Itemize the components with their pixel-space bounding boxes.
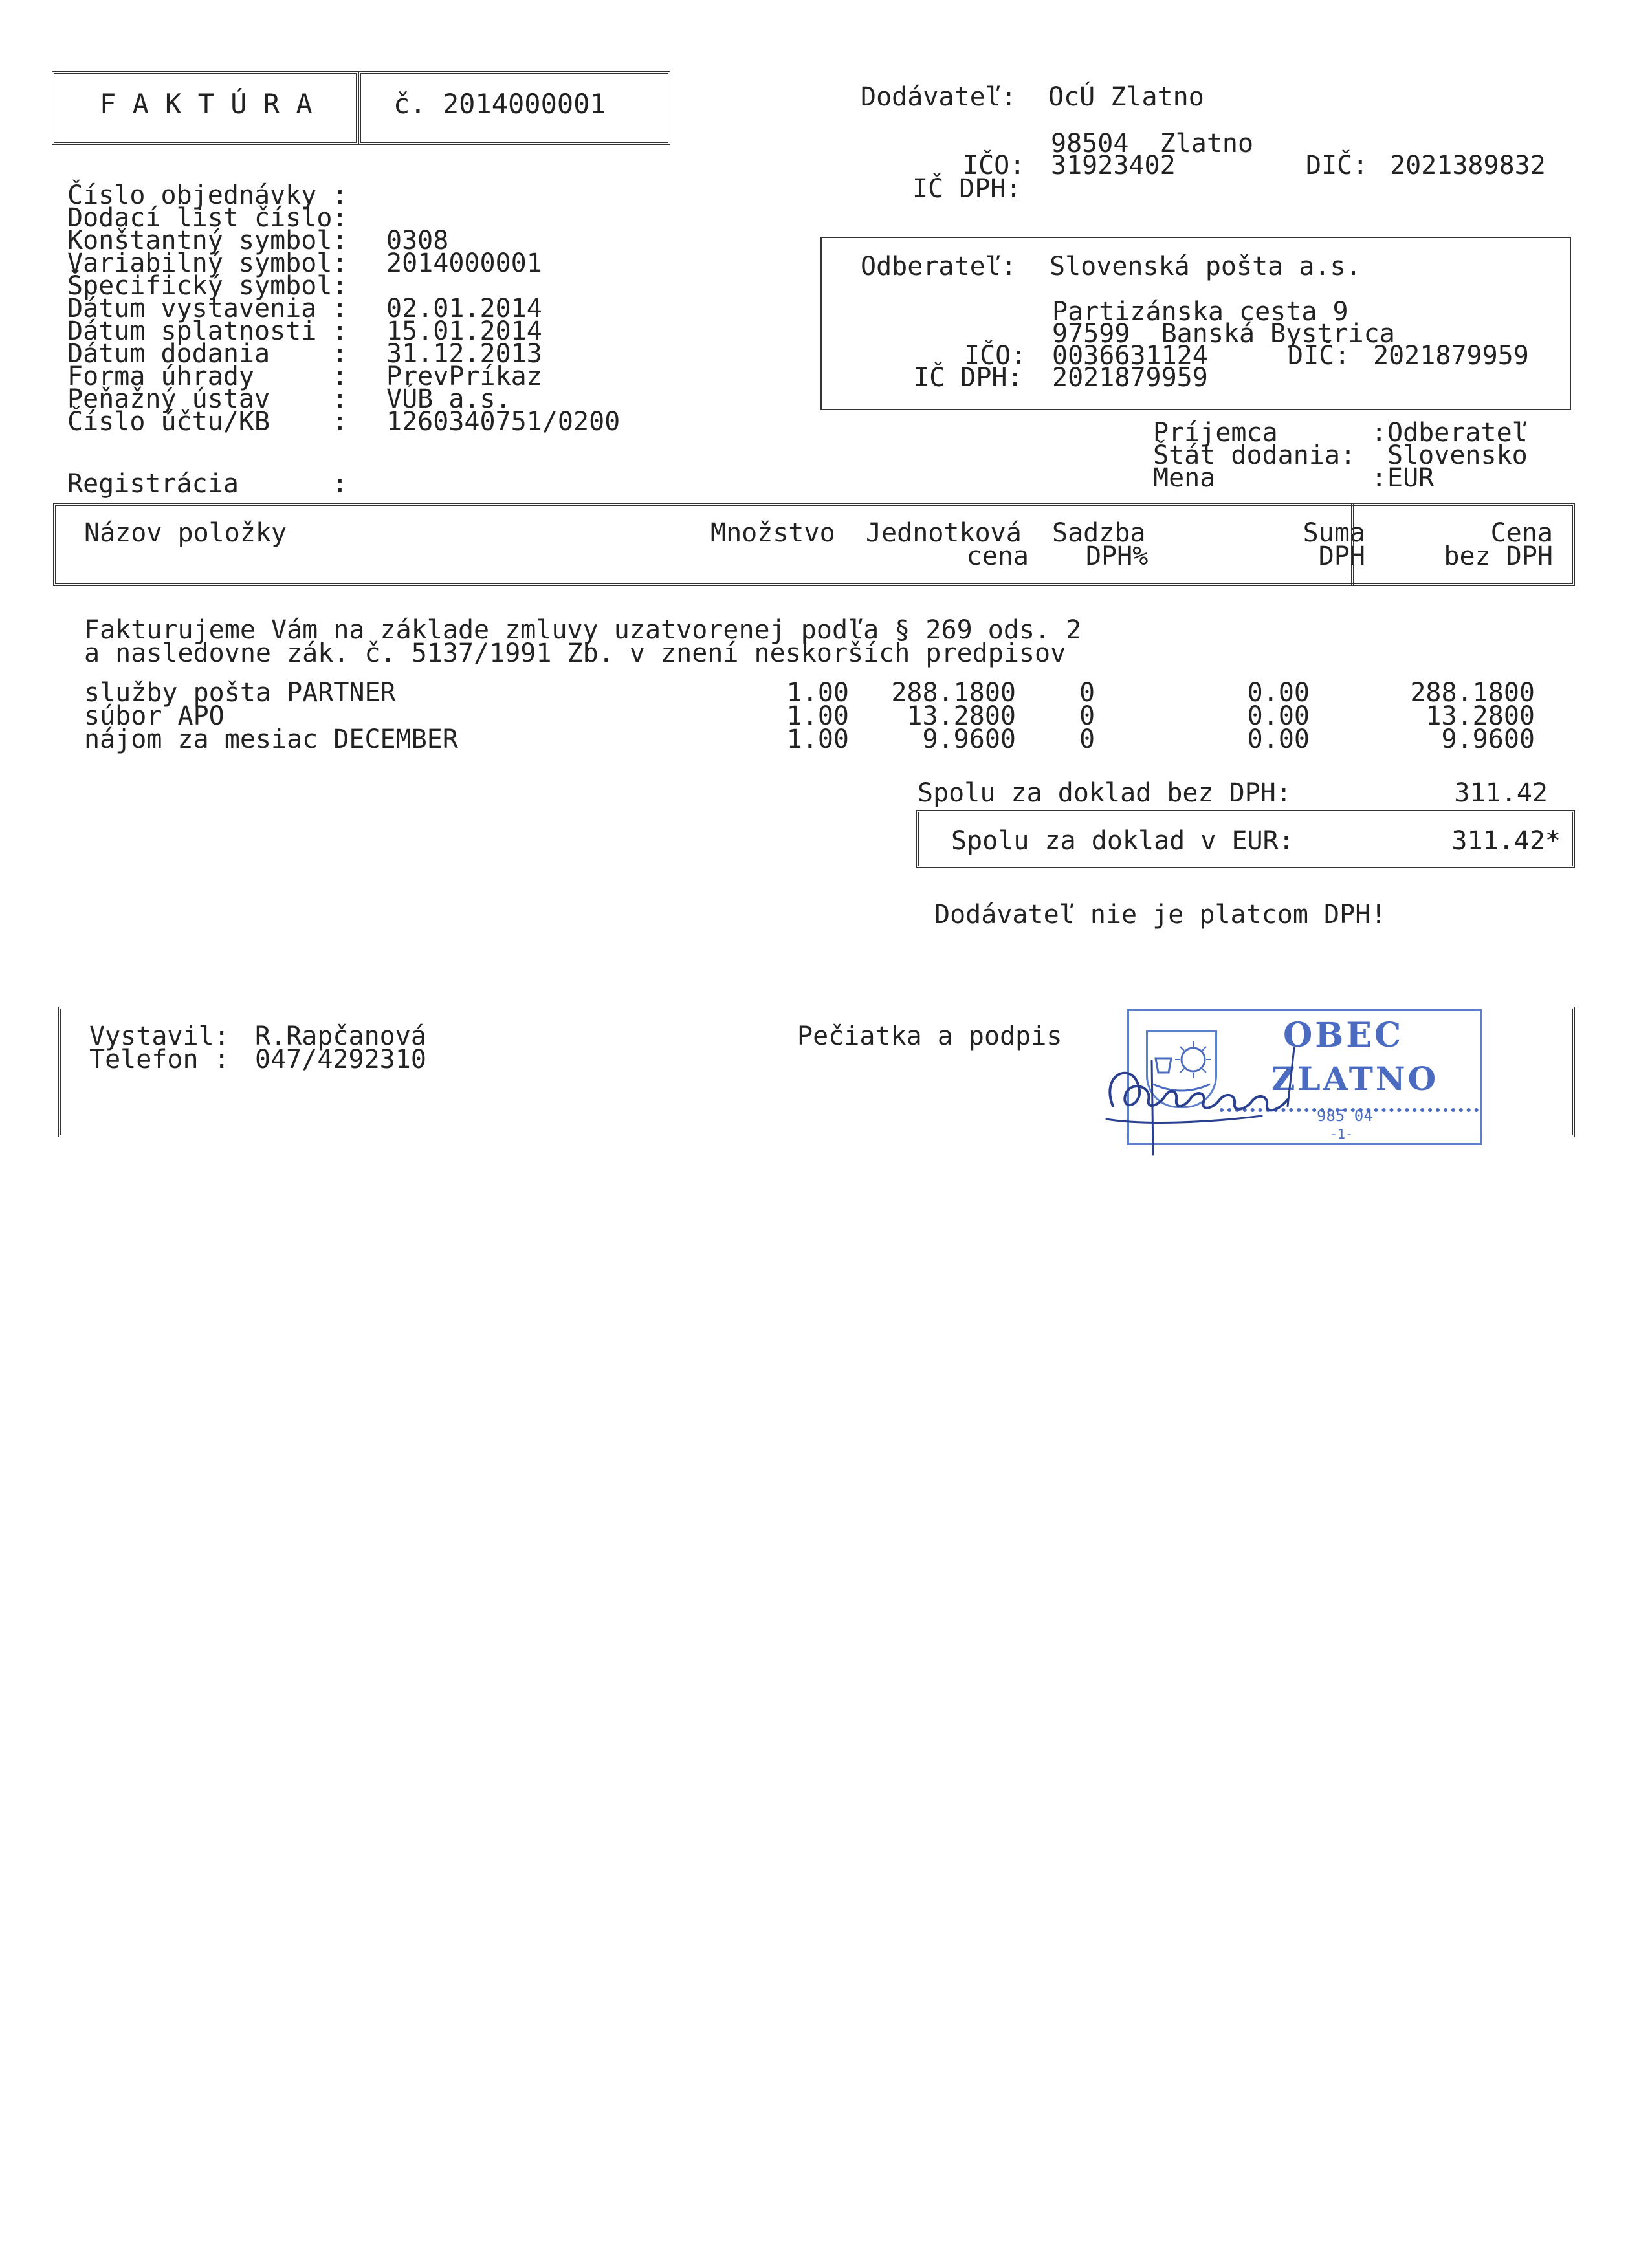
supplier-name: OcÚ Zlatno	[1048, 82, 1204, 112]
field-label: Forma úhrady :	[67, 362, 348, 391]
customer-name: Slovenská pošta a.s.	[1050, 252, 1361, 281]
customer-label: Odberateľ:	[861, 252, 1017, 281]
stamp-zip: 985 04	[1317, 1107, 1373, 1125]
field-label: Konštantný symbol:	[67, 226, 348, 256]
delivery-label: Štát dodania:	[1153, 441, 1356, 470]
subtotal-label: Spolu za doklad bez DPH:	[918, 778, 1292, 808]
item-vat-rate: 0	[1079, 678, 1095, 708]
field-label: Dodací list číslo:	[67, 203, 348, 233]
field-label: Číslo objednávky :	[67, 180, 348, 210]
col-vat-sum-header: Suma	[1303, 518, 1365, 548]
handwritten-signature	[1094, 1035, 1314, 1158]
total-box	[916, 810, 1575, 868]
item-price: 288.1800	[1410, 678, 1535, 708]
delivery-label: Príjemca :	[1153, 418, 1387, 448]
delivery-value-recipient: Odberateľ	[1387, 418, 1528, 448]
phone-label: Telefon :	[89, 1045, 230, 1074]
col-price-header: Cena	[1490, 518, 1553, 548]
field-value-delivery-date: 31.12.2013	[386, 339, 542, 369]
col-price-header-2: bez DPH	[1444, 541, 1553, 571]
item-qty: 1.00	[786, 725, 849, 754]
item-unit-price: 288.1800	[891, 678, 1016, 708]
item-vat-sum: 0.00	[1247, 725, 1310, 754]
invoice-title: F A K T Ú R A	[100, 88, 313, 120]
customer-ico-label: IČO:	[964, 341, 1027, 371]
customer-dic-label: DIČ:	[1288, 341, 1350, 371]
customer-icdph-label: IČ DPH:	[914, 363, 1023, 393]
vat-note: Dodávateľ nie je platcom DPH!	[934, 900, 1387, 930]
item-name: nájom za mesiac DECEMBER	[84, 725, 458, 754]
supplier-icdph-label: IČ DPH:	[912, 174, 1022, 204]
field-value-due-date: 15.01.2014	[386, 316, 542, 346]
customer-box	[820, 237, 1571, 410]
item-vat-sum: 0.00	[1247, 701, 1310, 731]
field-label: Dátum splatnosti :	[67, 316, 348, 346]
stamp-page: -1-	[1330, 1126, 1354, 1142]
col-qty-header: Množstvo	[710, 518, 835, 548]
delivery-label: Mena :	[1153, 463, 1387, 493]
item-unit-price: 9.9600	[922, 725, 1016, 754]
col-unit-price-header-2: cena	[966, 541, 1029, 571]
item-name: služby pošta PARTNER	[84, 678, 396, 708]
col-unit-price-header: Jednotková	[866, 518, 1022, 548]
field-label: Dátum dodania :	[67, 339, 348, 369]
invoice-number: č. 2014000001	[393, 88, 606, 120]
field-label: Dátum vystavenia :	[67, 294, 348, 323]
field-label: Peňažný ústav :	[67, 384, 348, 414]
phone-value: 047/4292310	[255, 1045, 426, 1074]
registration-label: Registrácia :	[67, 469, 348, 499]
stamp-label: Pečiatka a podpis	[797, 1021, 1062, 1051]
col-vat-rate-header-2: DPH%	[1086, 541, 1149, 571]
field-label: Variabilný symbol:	[67, 248, 348, 278]
customer-city: 97599 Banská Bystrica	[1052, 319, 1395, 349]
supplier-dic: 2021389832	[1390, 151, 1546, 180]
stamp-town: ZLATNO	[1271, 1060, 1439, 1098]
field-value-account: 1260340751/0200	[386, 407, 621, 437]
total-label: Spolu za doklad v EUR:	[951, 826, 1294, 856]
supplier-ico-label: IČO:	[963, 151, 1026, 180]
field-value-constant-symbol: 0308	[386, 226, 449, 256]
customer-icdph: 2021879959	[1052, 363, 1208, 393]
item-price: 13.2800	[1425, 701, 1535, 731]
field-label: Špecifický symbol:	[67, 271, 348, 301]
item-name: súbor APO	[84, 701, 225, 731]
supplier-label: Dodávateľ:	[861, 82, 1017, 112]
subtotal-value: 311.42	[1454, 778, 1548, 808]
field-value-payment-form: PrevPríkaz	[386, 362, 542, 391]
field-value-variable-symbol: 2014000001	[386, 248, 542, 278]
customer-street: Partizánska cesta 9	[1052, 297, 1348, 327]
issued-by: R.Rapčanová	[255, 1021, 426, 1051]
col-vat-sum-header-2: DPH	[1318, 541, 1365, 571]
item-qty: 1.00	[786, 701, 849, 731]
item-unit-price: 13.2800	[907, 701, 1016, 731]
supplier-address: 98504 Zlatno	[1051, 129, 1254, 158]
item-qty: 1.00	[786, 678, 849, 708]
item-vat-rate: 0	[1079, 701, 1095, 731]
table-header	[53, 503, 1575, 586]
customer-ico: 0036631124	[1052, 341, 1208, 371]
field-value-bank: VÚB a.s.	[386, 384, 511, 414]
col-vat-rate-header: Sadzba	[1052, 518, 1146, 548]
delivery-value-currency: EUR	[1387, 463, 1435, 493]
items-table	[0, 678, 1650, 759]
issued-label: Vystavil:	[89, 1021, 230, 1051]
field-label: Číslo účtu/KB :	[67, 407, 348, 437]
invoice-number-box	[358, 71, 670, 145]
item-vat-sum: 0.00	[1247, 678, 1310, 708]
stamp-name: OBEC	[1283, 1016, 1404, 1055]
supplier-ico: 31923402	[1051, 151, 1176, 180]
customer-dic: 2021879959	[1373, 341, 1529, 371]
total-value: 311.42*	[1451, 826, 1561, 856]
field-value-issue-date: 02.01.2014	[386, 294, 542, 323]
supplier-dic-label: DIČ:	[1306, 151, 1369, 180]
item-vat-rate: 0	[1079, 725, 1095, 754]
item-price: 9.9600	[1441, 725, 1535, 754]
delivery-value-country: Slovensko	[1387, 441, 1528, 470]
intro-line: Fakturujeme Vám na základe zmluvy uzatvorenej podľa § 269 ods. 2	[84, 615, 1082, 645]
col-item-header: Názov položky	[84, 518, 287, 548]
invoice-title-box	[52, 71, 358, 145]
intro-line: a nasledovne zák. č. 5137/1991 Zb. v znení neskorších predpisov	[84, 638, 1066, 668]
